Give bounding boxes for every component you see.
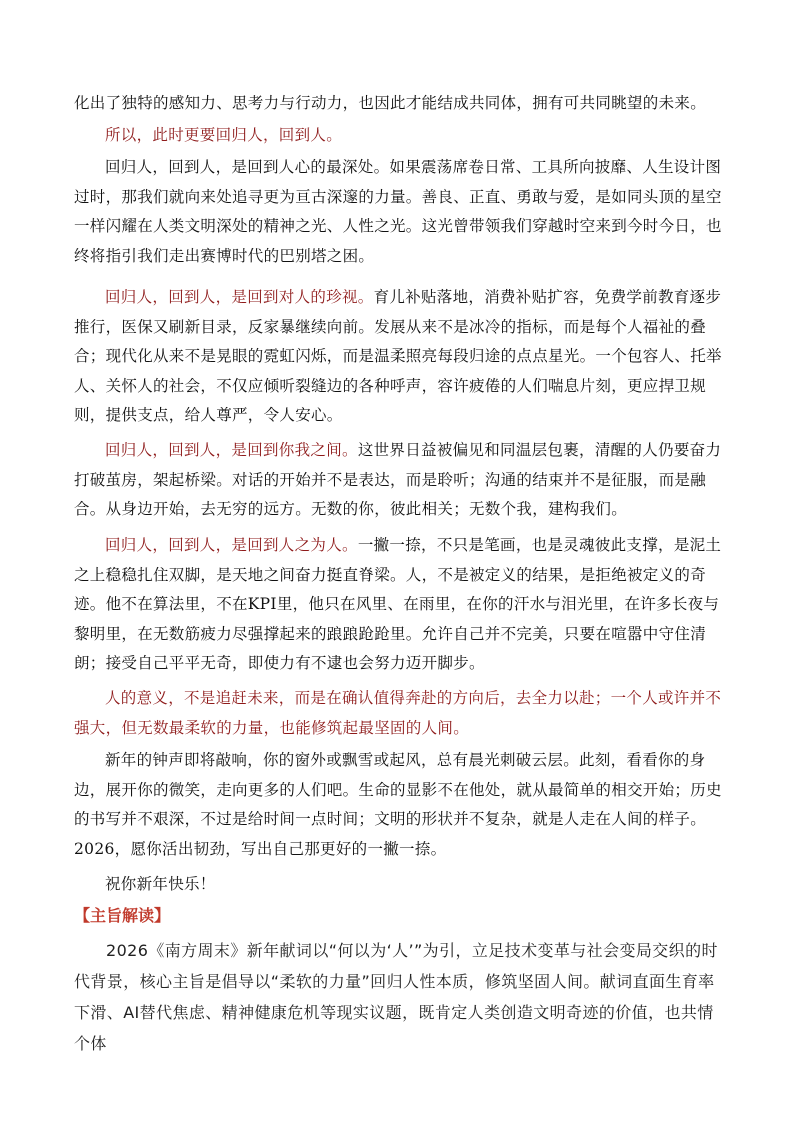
paragraph-text: 回归人，回到人，是回到人心的最深处。如果震荡席卷日常、工具所向披靡、人生设计图过时，那我们就向来处追寻更为亘古深邃的力量。善良、正直、勇敢与爱，是如同头顶的星空一样闪耀在人类文明深处的精神之光、人性之光。这光曾带领我们穿越时空来到今时今日，也终将指引我们走出赛博时代的巴别塔之困。 [74, 158, 722, 265]
analysis-paragraph [74, 935, 722, 1059]
paragraph-lead: 回归人，回到人，是回到你我之间。 [105, 441, 358, 459]
paragraph-cherish-people [74, 283, 722, 431]
paragraph-being-human [74, 531, 722, 679]
paragraph-lead: 回归人，回到人，是回到对人的珍视。 [105, 288, 374, 306]
paragraph-greeting [74, 870, 722, 900]
paragraph-text: 人的意义，不是追赶未来，而是在确认值得奔赴的方向后，去全力以赴；一个人或许并不强大，但无数最柔软的力量，也能修筑起最坚固的人间。 [74, 689, 722, 737]
paragraph-thesis [74, 121, 722, 151]
paragraph-text: 祝你新年快乐！ [105, 875, 216, 893]
analysis-text: 2026《南方周末》新年献词以“何以为‘人’”为引，立足技术变革与社会变局交织的时代背景，核心主旨是倡导以“柔软的力量”回归人性本质，修筑坚固人间。献词直面生育率下滑、AI替代焦虑、精神健康危机等现实议题，既肯定人类创造文明奇迹的价值，也共情个体 [74, 941, 718, 1053]
section-title: 【主旨解读】 [74, 906, 171, 925]
paragraph-lead: 回归人，回到人，是回到人之为人。 [105, 536, 358, 554]
paragraph-text: 所以，此时更要回归人，回到人。 [105, 126, 343, 144]
paragraph-inner-heart [74, 153, 722, 271]
paragraph-text: 育儿补贴落地，消费补贴扩容，免费学前教育逐步推行，医保又刷新目录，反家暴继续向前。发展从来不是冰冷的指标，而是每个人福祉的叠合；现代化从来不是晃眼的霓虹闪烁，而是温柔照亮每段归途的点点星光。一个包容人、托举人、关怀人的社会，不仅应倾听裂缝边的各种呼声，容许疲倦的人们喘息片刻，更应捍卫规则，提供支点，给人尊严，令人安心。 [74, 288, 722, 424]
paragraph-continuation [74, 89, 722, 119]
paragraph-text: 新年的钟声即将敲响，你的窗外或飘雪或起风，总有晨光刺破云层。此刻，看看你的身边，展开你的微笑，走向更多的人们吧。生命的显影不在他处，就从最简单的相交开始；历史的书写并不艰深，不过是给时间一点时间；文明的形状并不复杂，就是人走在人间的样子。2026，愿你活出韧劲，写出自己那更好的一撇一捺。 [74, 751, 722, 858]
paragraph-new-year [74, 746, 722, 864]
paragraph-text: 这世界日益被偏见和同温层包裹，清醒的人仍要奋力打破茧房，架起桥梁。对话的开始并不是表达，而是聆听；沟通的结束并不是征服，而是融合。从身边开始，去无穷的远方。无数的你，彼此相关；无数个我，建构我们。 [74, 441, 722, 518]
paragraph-between-us [74, 436, 722, 525]
paragraph-meaning [74, 684, 722, 743]
paragraph-text: 一撇一捺，不只是笔画，也是灵魂彼此支撑，是泥土之上稳稳扎住双脚，是天地之间奋力挺直脊梁。人，不是被定义的结果，是拒绝被定义的奇迹。他不在算法里，不在KPI里，他只在风里、在雨里，在你的汗水与泪光里，在许多长夜与黎明里，在无数筋疲力尽强撑起来的踉踉跄跄里。允许自己并不完美，只要在喧嚣中守住清朗；接受自己平平无奇，即使力有不逮也会努力迈开脚步。 [74, 536, 722, 672]
paragraph-text: 化出了独特的感知力、思考力与行动力，也因此才能结成共同体，拥有可共同眺望的未来。 [74, 94, 707, 112]
